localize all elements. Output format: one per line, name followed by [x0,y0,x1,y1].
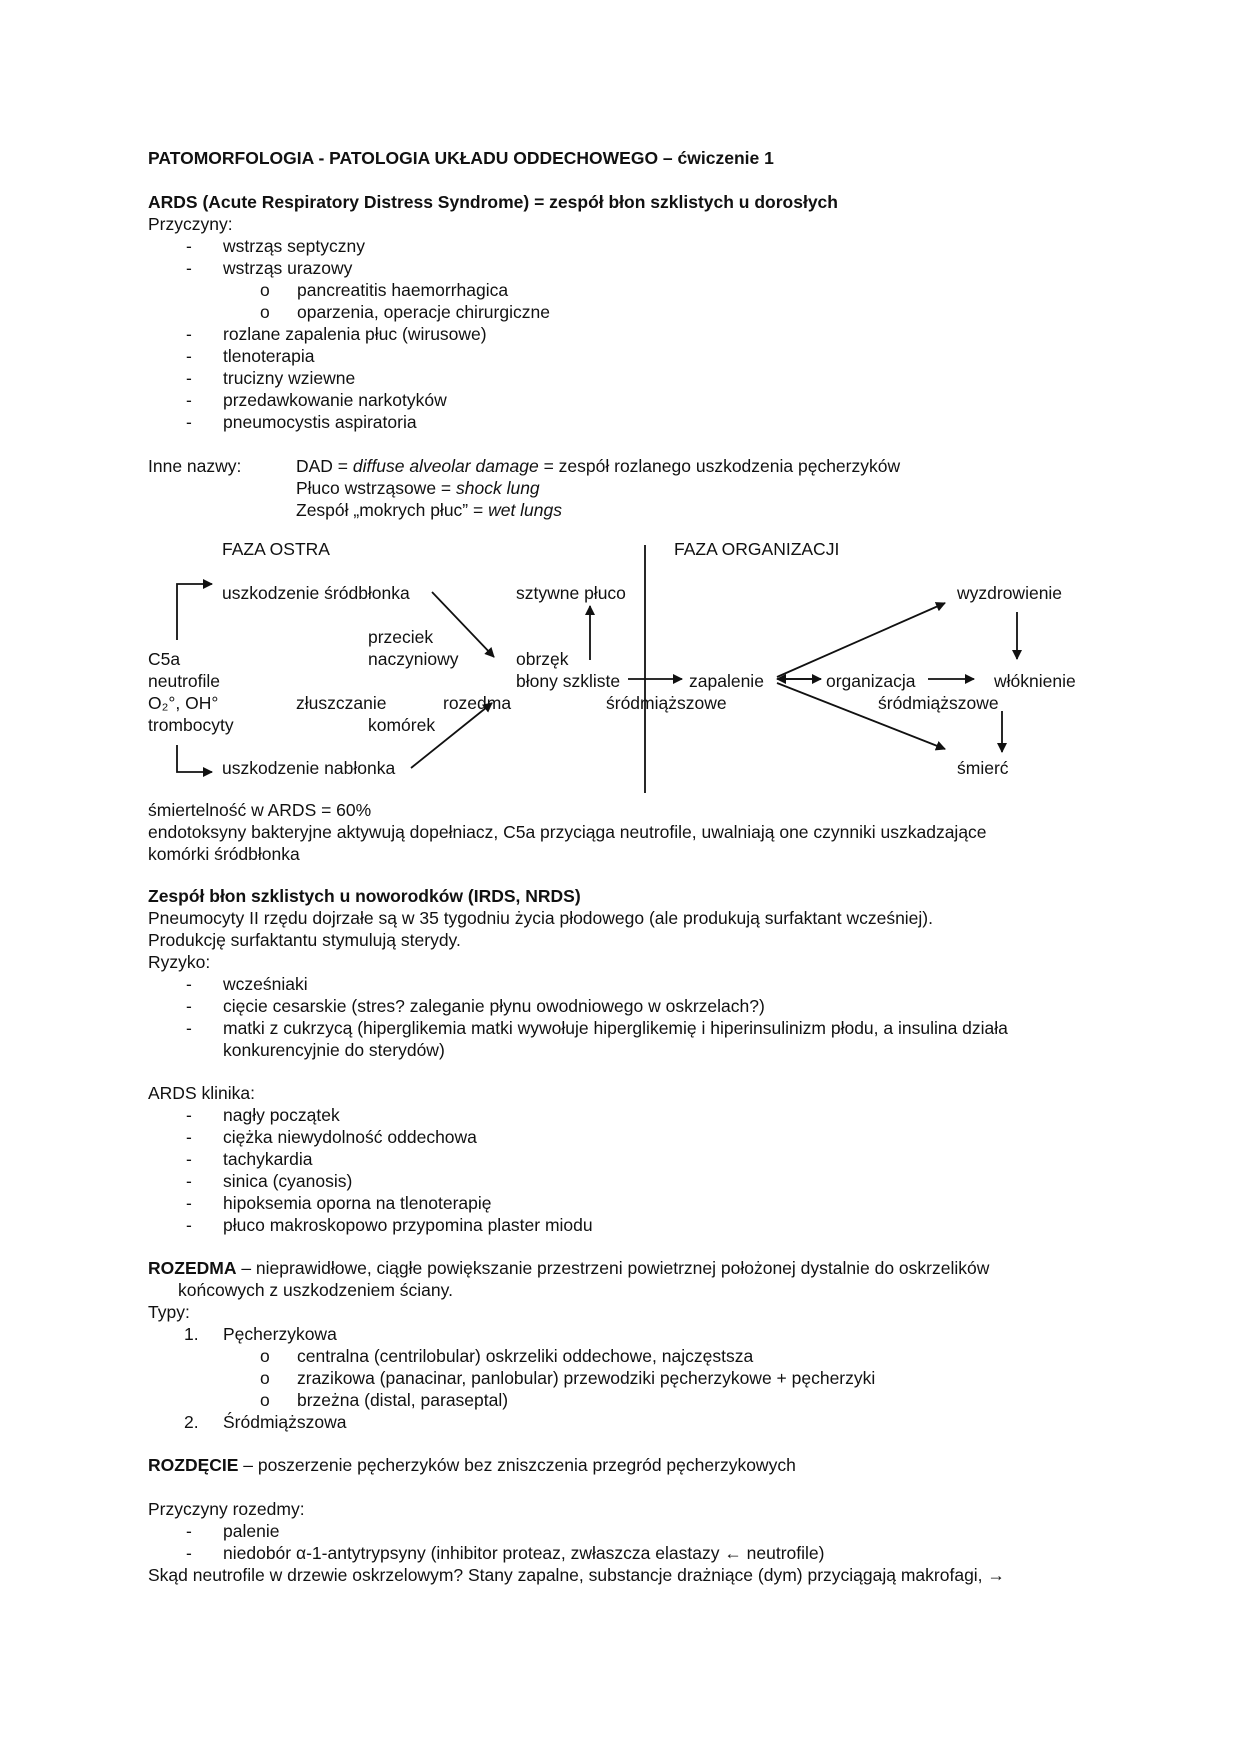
irds-heading: Zespół błon szklistych u noworodków (IRDS, NRDS) [148,886,581,906]
edema: obrzęk [516,649,569,669]
bullet-dash: - [186,1171,192,1191]
subtype-item: zrazikowa (panacinar, panlobular) przewodziki pęcherzykowe + pęcherzyki [297,1368,876,1388]
bullet-dash: - [186,1105,192,1125]
rozedma-term: ROZEDMA [148,1258,237,1278]
type-1: Pęcherzykowa [223,1324,337,1344]
risk-item: matki z cukrzycą (hiperglikemia matki wywołuje hiperglikemię i hiperinsulinizm płodu, a insulina działa [223,1018,1008,1038]
arrow-to-recovery [777,603,945,677]
cause-item: wstrząs septyczny [223,236,365,256]
interstitial-fibrosis: śródmiąższowe [878,693,999,713]
bullet-dash: - [186,346,192,366]
cause-item: tlenoterapia [223,346,315,366]
bullet-dash: - [186,236,192,256]
dad-post: = zespół rozlanego uszkodzenia pęcherzyków [538,456,901,476]
bullet-dash: - [186,1521,192,1541]
exfoliation-2: komórek [368,715,436,735]
cause-item: pneumocystis aspiratoria [223,412,417,432]
types-label: Typy: [148,1302,190,1322]
causes-label: Przyczyny: [148,214,233,234]
clinic-item: ciężka niewydolność oddechowa [223,1127,477,1147]
bullet-dash: - [186,1149,192,1169]
death: śmierć [957,758,1009,778]
shock-italic: shock lung [456,478,540,498]
page-title: PATOMORFOLOGIA - PATOLOGIA UKŁADU ODDECHOWEGO – ćwiczenie 1 [148,148,774,168]
interstitial-inflammation: śródmiąższowe [606,693,727,713]
bullet-circle: o [260,280,270,300]
arrow-to-epithelium [177,745,212,772]
irds-p1: Pneumocyty II rzędu dojrzałe są w 35 tygodniu życia płodowego (ale produkują surfaktant wcześniej). [148,908,933,928]
clinic-label: ARDS klinika: [148,1083,255,1103]
inflammation: zapalenie [689,671,764,691]
risk-item-continuation: konkurencyjnie do sterydów) [223,1040,445,1060]
rozedma-definition-line-1 [148,1257,989,1279]
epithelium-damage: uszkodzenie nabłonka [222,758,396,778]
bullet-dash: - [186,368,192,388]
dad-italic: diffuse alveolar damage [352,456,539,476]
stiff-lung: sztywne płuco [516,583,626,603]
rozdecie-definition [148,1454,796,1476]
bullet-dash: - [186,412,192,432]
irds-p2: Produkcję surfaktantu stymulują sterydy. [148,930,461,950]
endotoxins-line-1: endotoksyny bakteryjne aktywują dopełniacz, C5a przyciąga neutrofile, uwalniają one czynniki uszkadzające [148,822,987,842]
bullet-dash: - [186,1018,192,1038]
neutrophils: neutrofile [148,671,220,691]
bullet-dash: - [186,1193,192,1213]
recovery: wyzdrowienie [957,583,1063,603]
bullet-circle: o [260,1346,270,1366]
cause-item: rozlane zapalenia płuc (wirusowe) [223,324,487,344]
bullet-circle: o [260,1368,270,1388]
emphysema-causes-label: Przyczyny rozedmy: [148,1499,305,1519]
clinic-item: sinica (cyanosis) [223,1171,353,1191]
wet-pre: Zespół „mokrych płuc” = [296,500,489,520]
bullet-dash: - [186,1127,192,1147]
clinic-item: hipoksemia oporna na tlenoterapię [223,1193,492,1213]
risk-item: cięcie cesarskie (stres? zaleganie płynu owodniowego w oskrzelach?) [223,996,765,1016]
mortality: śmiertelność w ARDS = 60% [148,800,372,820]
rozedma-def: – nieprawidłowe, ciągłe powiększanie przestrzeni powietrznej położonej dystalnie do oskrzelików [236,1258,990,1278]
emphysema-cause: palenie [223,1521,280,1541]
bullet-dash: - [186,996,192,1016]
bullet-dash: - [186,258,192,278]
list-number: 1. [184,1324,199,1344]
clinic-item: nagły początek [223,1105,340,1125]
exfoliation-1: złuszczanie [296,693,387,713]
vascular-leak-1: przeciek [368,627,434,647]
rozedma-definition-line-2: końcowych z uszkodzeniem ściany. [178,1280,453,1300]
type-2: Śródmiąższowa [223,1412,347,1432]
cause-item: trucizny wziewne [223,368,356,388]
bullet-circle: o [260,302,270,322]
vascular-leak-2: naczyniowy [368,649,459,669]
phase-organization-label: FAZA ORGANIZACJI [674,539,840,559]
shock-pre: Płuco wstrząsowe = [296,478,456,498]
bullet-dash: - [186,1215,192,1235]
phase-acute-label: FAZA OSTRA [222,539,330,559]
rozdecie-term: ROZDĘCIE [148,1455,239,1475]
oxygen-radicals: O₂°, OH° [148,693,219,713]
bullet-circle: o [260,1390,270,1410]
risk-item: wcześniaki [223,974,308,994]
ards-heading: ARDS (Acute Respiratory Distress Syndrome) = zespół błon szklistych u dorosłych [148,192,838,212]
subtype-item: brzeżna (distal, paraseptal) [297,1390,509,1410]
clinic-item: tachykardia [223,1149,313,1169]
bullet-dash: - [186,390,192,410]
endothelium-damage: uszkodzenie śródbłonka [222,583,410,603]
bullet-dash: - [186,324,192,344]
subtype-item: centralna (centrilobular) oskrzeliki oddechowe, najczęstsza [297,1346,754,1366]
cause-subitem: pancreatitis haemorrhagica [297,280,509,300]
list-number: 2. [184,1412,199,1432]
emphysema-label: rozedma [443,693,512,713]
clinic-item: płuco makroskopowo przypomina plaster miodu [223,1215,593,1235]
bullet-dash: - [186,1543,192,1563]
other-names-label: Inne nazwy: [148,456,242,476]
hyaline-membranes: błony szkliste [516,671,621,691]
emphysema-cause: niedobór α-1-antytrypsyny (inhibitor proteaz, zwłaszcza elastazy ← neutrofile) [223,1543,825,1563]
cause-subitem: oparzenia, operacje chirurgiczne [297,302,550,322]
arrow-to-endothelium [177,584,212,640]
wet-italic: wet lungs [488,500,563,520]
organization: organizacja [826,671,916,691]
dad-pre: DAD = [296,456,353,476]
fibrosis: włóknienie [994,671,1076,691]
thrombocytes: trombocyty [148,715,234,735]
endotoxins-line-2: komórki śródbłonka [148,844,300,864]
bullet-dash: - [186,974,192,994]
neutrophils-question: Skąd neutrofile w drzewie oskrzelowym? Stany zapalne, substancje drażniące (dym) przyciągają makrofagi, → [148,1565,1005,1585]
c5a: C5a [148,649,181,669]
cause-item: przedawkowanie narkotyków [223,390,447,410]
rozdecie-def: – poszerzenie pęcherzyków bez zniszczenia przegród pęcherzykowych [238,1455,796,1475]
cause-item: wstrząs urazowy [223,258,353,278]
risk-label: Ryzyko: [148,952,211,972]
